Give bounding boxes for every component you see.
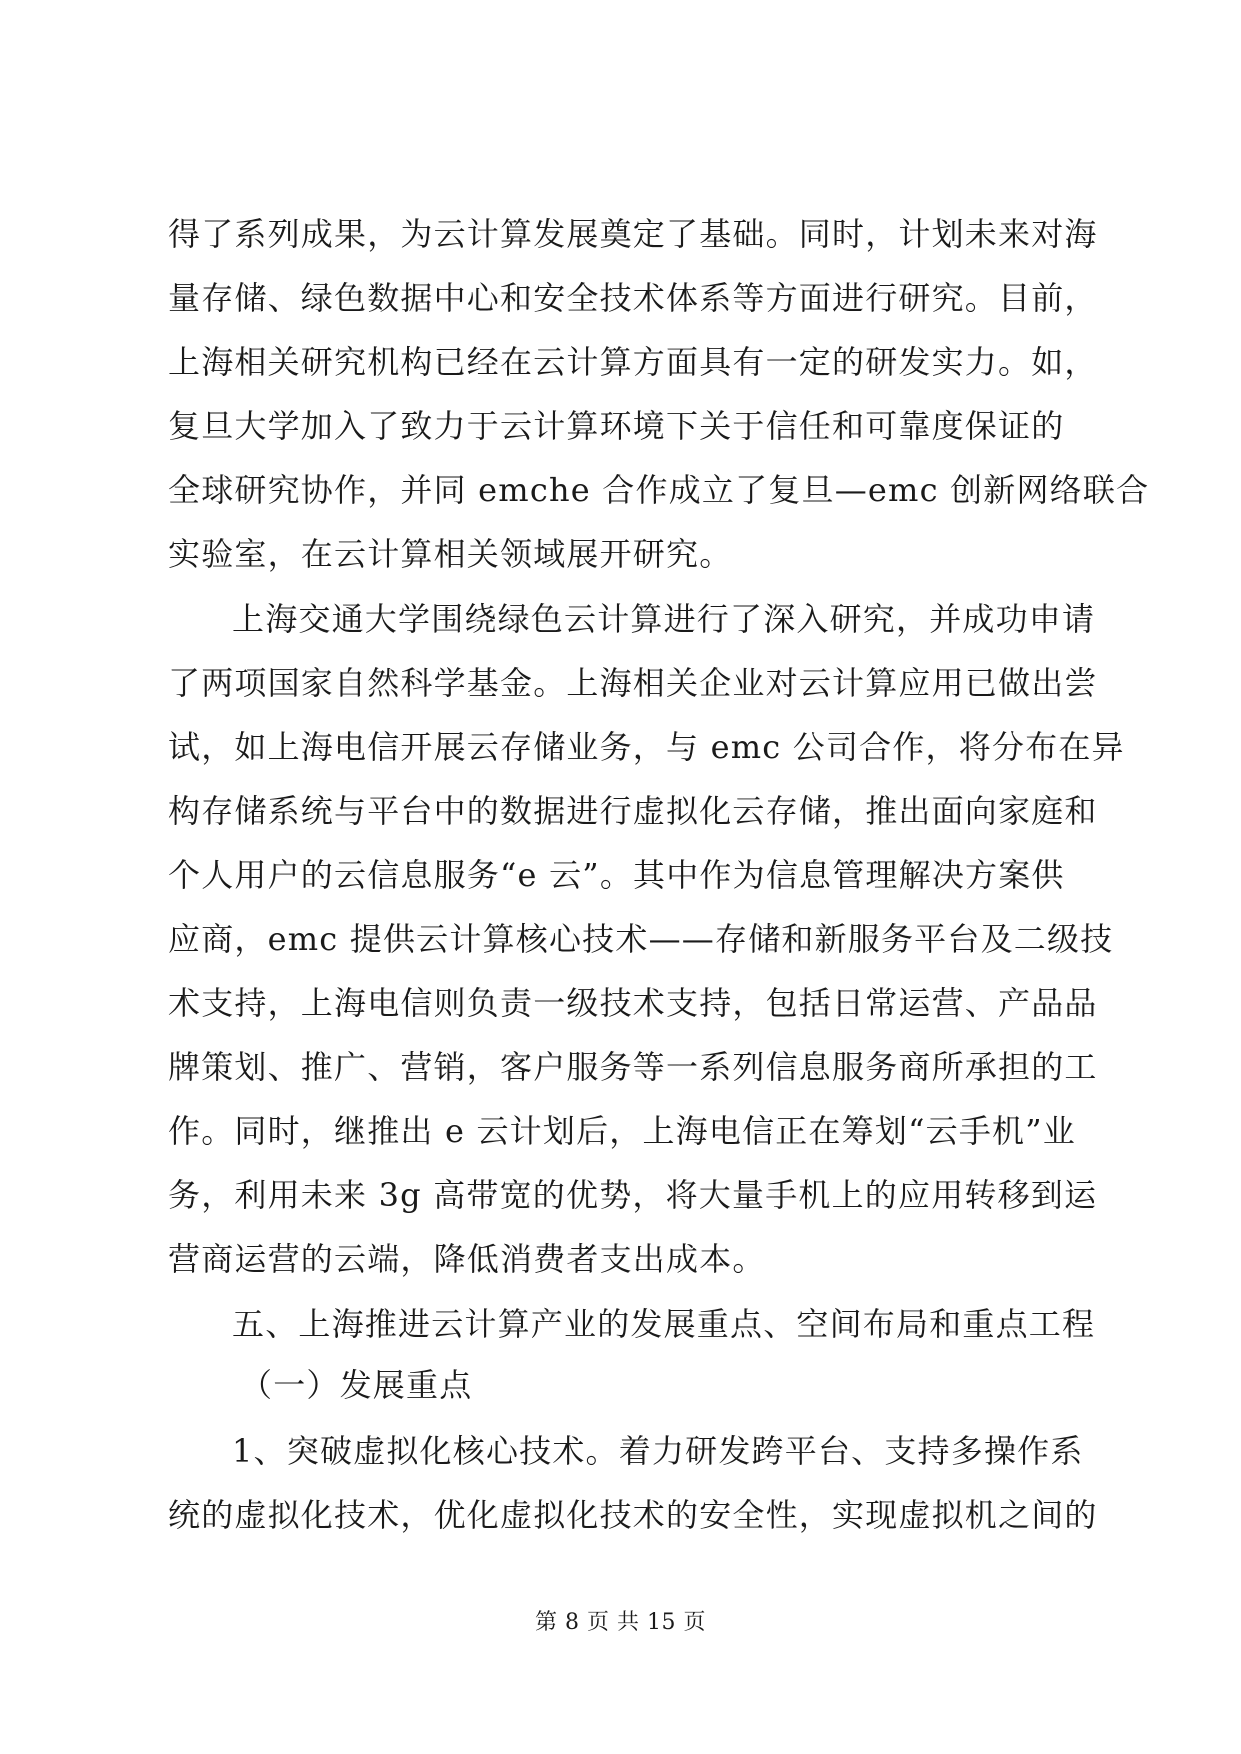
body-line: 构存储系统与平台中的数据进行虚拟化云存储，推出面向家庭和 xyxy=(168,792,1098,830)
body-line: 术支持，上海电信则负责一级技术支持，包括日常运营、产品品 xyxy=(168,984,1098,1022)
body-line: 实验室，在云计算相关领域展开研究。 xyxy=(168,535,733,573)
page-footer: 第 8 页 共 15 页 xyxy=(535,1610,706,1635)
body-line: 得了系列成果，为云计算发展奠定了基础。同时，计划未来对海 xyxy=(168,215,1098,253)
body-line: 上海相关研究机构已经在云计算方面具有一定的研发实力。如， xyxy=(168,343,1098,381)
body-line: 营商运营的云端，降低消费者支出成本。 xyxy=(168,1240,766,1278)
body-line: 应商，emc 提供云计算核心技术——存储和新服务平台及二级技 xyxy=(168,920,1114,958)
body-line: 了两项国家自然科学基金。上海相关企业对云计算应用已做出尝 xyxy=(168,664,1098,702)
body-line: 全球研究协作，并同 emche 合作成立了复旦—emc 创新网络联合 xyxy=(168,471,1150,509)
body-line: 试，如上海电信开展云存储业务，与 emc 公司合作，将分布在异 xyxy=(168,728,1125,766)
body-line: 统的虚拟化技术，优化虚拟化技术的安全性，实现虚拟机之间的 xyxy=(168,1496,1098,1534)
body-line: 复旦大学加入了致力于云计算环境下关于信任和可靠度保证的 xyxy=(168,407,1065,445)
body-line: 牌策划、推广、营销，客户服务等一系列信息服务商所承担的工 xyxy=(168,1048,1098,1086)
body-line: 量存储、绿色数据中心和安全技术体系等方面进行研究。目前， xyxy=(168,279,1098,317)
paragraph-first-line: 上海交通大学围绕绿色云计算进行了深入研究，并成功申请 xyxy=(232,600,1096,638)
body-line: 务，利用未来 3g 高带宽的优势，将大量手机上的应用转移到运 xyxy=(168,1176,1098,1214)
body-line: 个人用户的云信息服务“e 云”。其中作为信息管理解决方案供 xyxy=(168,856,1065,894)
subsection-heading: （一）发展重点 xyxy=(240,1366,473,1404)
paragraph-first-line: 1、突破虚拟化核心技术。着力研发跨平台、支持多操作系 xyxy=(232,1432,1084,1470)
section-heading: 五、上海推进云计算产业的发展重点、空间布局和重点工程 xyxy=(232,1305,1096,1343)
body-line: 作。同时，继推出 e 云计划后，上海电信正在筹划“云手机”业 xyxy=(168,1112,1077,1150)
